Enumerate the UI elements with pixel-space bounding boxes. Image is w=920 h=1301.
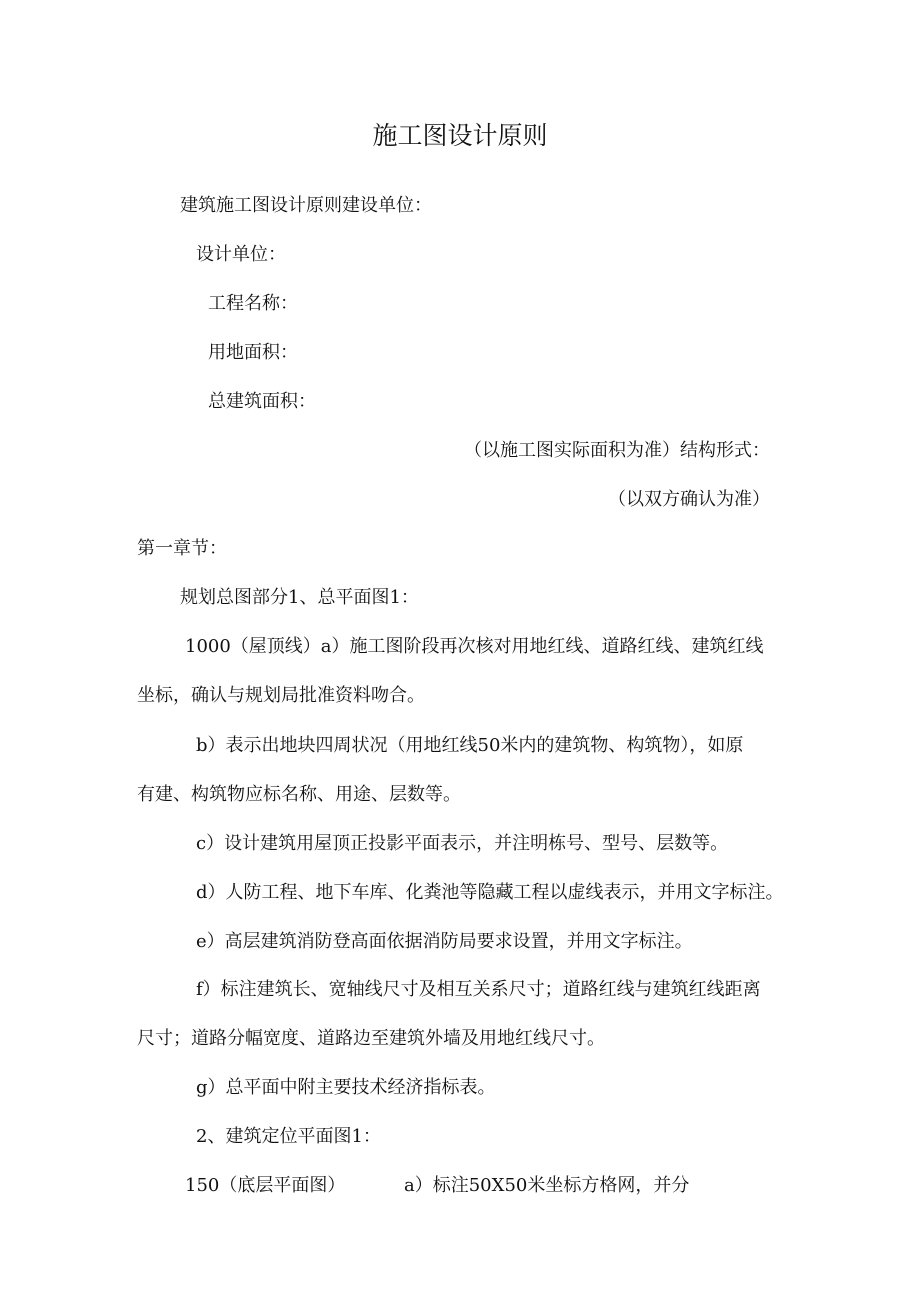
paragraph-line: 1000（屋顶线）a）施工图阶段再次核对用地红线、道路红线、建筑红线 xyxy=(185,636,764,657)
paragraph-line: 坐标，确认与规划局批准资料吻合。 xyxy=(137,685,425,706)
paragraph-line: 有建、构筑物应标名称、用途、层数等。 xyxy=(137,784,461,805)
text-line-total-area: 总建筑面积： xyxy=(208,391,316,412)
text-line-confirmation-note: （以双方确认为准） xyxy=(608,489,770,510)
paragraph-line: e）高层建筑消防登高面依据消防局要求设置，并用文字标注。 xyxy=(196,931,693,952)
text-line-project-name: 工程名称： xyxy=(208,293,298,314)
paragraph-line: c）设计建筑用屋顶正投影平面表示，并注明栋号、型号、层数等。 xyxy=(196,833,729,854)
paragraph-line: 150（底层平面图） xyxy=(185,1175,346,1196)
paragraph-line: 尺寸；道路分幅宽度、道路边至建筑外墙及用地红线尺寸。 xyxy=(137,1028,605,1049)
paragraph-line: g）总平面中附主要技术经济指标表。 xyxy=(196,1077,496,1098)
paragraph-line: a）标注50X50米坐标方格网，并分 xyxy=(404,1175,690,1196)
chapter-heading: 第一章节： xyxy=(137,538,227,559)
paragraph-line: d）人防工程、地下车库、化粪池等隐藏工程以虚线表示，并用文字标注。 xyxy=(196,882,784,903)
text-line-structure-form: （以施工图实际面积为准）结构形式： xyxy=(464,440,770,461)
text-line-design-unit: 设计单位： xyxy=(196,244,286,265)
paragraph-line: b）表示出地块四周状况（用地红线50米内的建筑物、构筑物），如原 xyxy=(196,735,744,756)
text-line-land-area: 用地面积： xyxy=(208,342,298,363)
section-heading-site-plan: 规划总图部分1、总平面图1： xyxy=(180,587,419,608)
section-heading-positioning-plan: 2、建筑定位平面图1： xyxy=(196,1126,381,1147)
text-line-construction-unit: 建筑施工图设计原则建设单位： xyxy=(180,195,432,216)
page-title: 施工图设计原则 xyxy=(372,121,548,150)
paragraph-line: f）标注建筑长、宽轴线尺寸及相互关系尺寸；道路红线与建筑红线距离 xyxy=(196,979,761,1000)
